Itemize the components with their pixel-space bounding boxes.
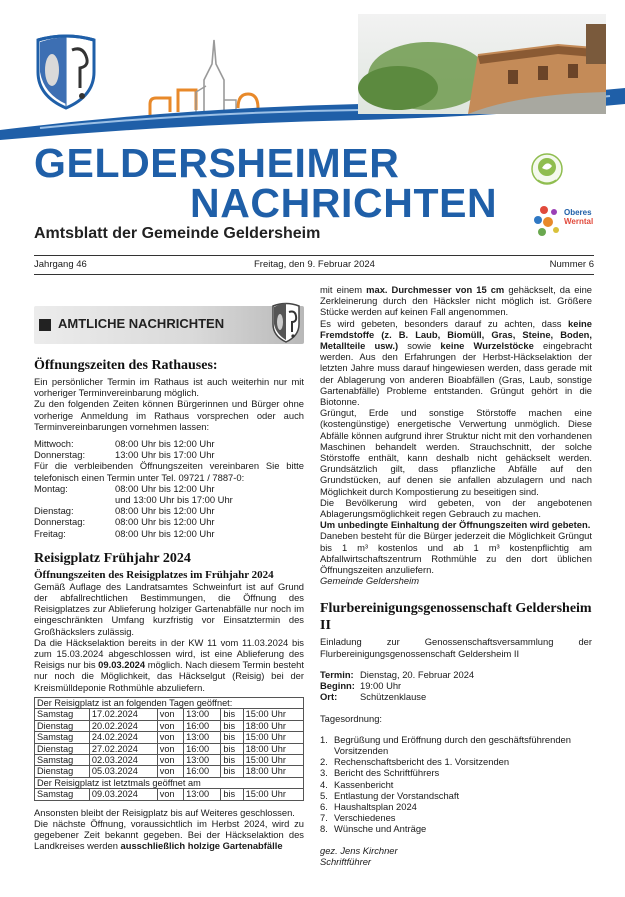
right-column <box>320 284 592 867</box>
rathaus-paragraph-2: Zu den folgenden Zeiten können Bürgerinnen und Bürger ohne vorherige Anmeldung im Rathaus vorsprechen oder auch Terminvereinbarungen vornehmen lassen: <box>34 398 304 432</box>
cell-von: von <box>157 720 183 731</box>
cell-day: Samstag <box>35 732 90 743</box>
cell-day: Dienstag <box>35 743 90 754</box>
hours-row <box>34 438 215 449</box>
right-p2-bold2: keine Wurzelstöcke <box>440 340 534 352</box>
hours-day: Dienstag: <box>34 505 74 517</box>
right-p2-mid: sowie <box>398 340 441 352</box>
rathaus-hours-appointment <box>34 483 233 539</box>
right-paragraph-3: Grüngut, Erde und sonstige Störstoffe machen eine (kostengünstige) energetische Verwertung unmöglich. Diese Abfälle können aufgrund ihrer Struktur nicht mit den vorhandenen Maschinen behandelt werden. Strauchschnitt, der solche Störstoffe enthält, kann deshalb nicht gehäckselt werden. Grundsätzlich gilt, dass pflanzliche Abfälle auf den Grundstücken, auf denen sie anfallen abzulagern und nach Möglichkeit durch Kompostierung zu beseitigen sind. <box>320 407 592 497</box>
hours-day <box>34 494 115 505</box>
reisig-p4-start: Die nächste Öffnung, voraussichtlich im Herbst 2024, wird zu gegebener Zeit bekannt gegeben. Bei der Häckselaktion des Landkreises werden <box>34 817 304 852</box>
list-item <box>320 801 592 812</box>
agenda-number: 6. <box>320 800 328 812</box>
cell-von: von <box>157 766 183 777</box>
cell-von: von <box>157 754 183 765</box>
cell-bis: bis <box>221 732 243 743</box>
issue-info-bar <box>34 255 594 275</box>
masthead-subtitle: Amtsblatt der Gemeinde Geldersheim <box>34 225 321 242</box>
reisig-subheading: Öffnungszeiten des Reisigplatzes im Frühjahr 2024 <box>34 568 274 581</box>
cell-von: von <box>157 743 183 754</box>
agenda-number: 8. <box>320 823 328 835</box>
agenda-text: Wünsche und Anträge <box>334 823 427 835</box>
table-row <box>35 720 304 731</box>
agenda-text: Bericht des Schriftführers <box>334 767 440 779</box>
rathaus-heading: Öffnungszeiten des Rathauses: <box>34 358 218 373</box>
agenda-text: Begrüßung und Eröffnung durch den geschäftsführenden Vorsitzenden <box>334 733 571 756</box>
agenda-text: Verschiedenes <box>334 812 396 824</box>
masthead-photo <box>358 14 606 114</box>
right-p1-start: mit einem <box>320 284 367 295</box>
table-header-row <box>35 697 304 708</box>
cell-bis: bis <box>221 766 243 777</box>
table-header-last-day: Der Reisigplatz ist letztmals geöffnet am <box>35 777 304 788</box>
issue-volume: Jahrgang 46 <box>34 259 87 270</box>
rathaus-hours-open <box>34 438 215 460</box>
table-header-row <box>35 777 304 788</box>
right-paragraph-4: Die Bevölkerung wird gebeten, von der angebotenen Ablagerungsmöglichkeit regen Gebrauch zu machen. <box>320 496 592 520</box>
werntal-logo-text1: Oberes <box>564 208 592 217</box>
list-item <box>320 767 592 778</box>
section-banner-label: AMTLICHE NACHRICHTEN <box>58 316 225 331</box>
table-row <box>35 766 304 777</box>
hours-time: 08:00 Uhr bis 12:00 Uhr <box>115 438 215 450</box>
hours-time: und 13:00 Uhr bis 17:00 Uhr <box>115 494 233 506</box>
agenda-text: Kassenbericht <box>334 778 394 790</box>
agenda-text: Haushaltsplan 2024 <box>334 800 417 812</box>
cell-end: 18:00 Uhr <box>243 720 303 731</box>
masthead-title-line2: NACHRICHTEN <box>190 180 498 226</box>
cell-start: 13:00 <box>184 709 221 720</box>
cell-start: 13:00 <box>184 754 221 765</box>
reisig-heading: Reisigplatz Frühjahr 2024 <box>34 550 191 566</box>
agenda-text: Entlastung der Vorstandschaft <box>334 789 460 801</box>
right-p1-end: gehäckselt, da eine Zerkleinerung durch den Häcksler nicht möglich ist. Größere Stücke werden auf keinen Fall angenommen. <box>320 284 593 318</box>
hours-day: Mittwoch: <box>34 438 74 450</box>
flur-heading: Flurbereinigungsgenossenschaft Geldersheim II <box>320 601 592 634</box>
issue-number: Nummer 6 <box>549 259 594 270</box>
issue-date: Freitag, den 9. Februar 2024 <box>254 259 375 270</box>
hours-time: 13:00 Uhr bis 17:00 Uhr <box>115 449 215 461</box>
right-signature: Gemeinde Geldersheim <box>320 575 420 587</box>
cell-day: Samstag <box>35 789 90 800</box>
cell-start: 13:00 <box>184 789 221 800</box>
flur-signature-role: Schriftführer <box>320 855 372 867</box>
hours-day: Freitag: <box>34 527 66 539</box>
nature-badge-icon <box>530 152 564 188</box>
table-row <box>35 743 304 754</box>
reisig-p2-end: möglich. Nach diesem Termin besteht nur noch die Möglichkeit, das Häckselgut (Reisig) bei der Kreismülldeponie Rothmühle abzuliefern. <box>34 659 304 693</box>
list-item <box>320 790 592 801</box>
flur-intro: Einladung zur Genossenschaftsversammlung der Flurbereinigungsgenossenschaft Geldersheim II <box>320 636 592 659</box>
reisig-p2-start: Da die Häckselaktion bereits in der KW 11 vom 11.03.2024 bis zum 15.03.2024 abgeschlossen wird, ist eine Ablieferung des Reisigs nur bis <box>34 636 304 671</box>
hours-time: 08:00 Uhr bis 12:00 Uhr <box>115 505 215 517</box>
reisig-paragraph-4 <box>34 818 304 852</box>
hours-row <box>34 449 215 460</box>
hours-time: 08:00 Uhr bis 12:00 Uhr <box>115 516 215 528</box>
reisig-paragraph-2 <box>34 637 304 693</box>
reisig-paragraph-3: Ansonsten bleibt der Reisigplatz bis auf Weiteres geschlossen. <box>34 806 295 818</box>
agenda-number: 1. <box>320 733 328 745</box>
cell-date: 20.02.2024 <box>89 720 157 731</box>
section-banner <box>34 294 304 354</box>
agenda-number: 2. <box>320 756 328 768</box>
reisig-paragraph-1: Gemäß Auflage des Landratsamtes Schweinfurt ist auf Grund der abfallrechtlichen Bestimmungen, die Öffnung des Reisigplatzes zur Ablieferung holziger Gartenabfälle nur noch im eingeschränkten Umfang kurzfristig vor Einsatztermin des Großhäckslers zulässig. <box>34 580 304 637</box>
flur-meta-row <box>320 669 592 680</box>
cell-day: Samstag <box>35 709 90 720</box>
cell-end: 15:00 Uhr <box>243 789 303 800</box>
cell-bis: bis <box>221 743 243 754</box>
cell-date: 05.03.2024 <box>89 766 157 777</box>
flur-meta-key: Ort: <box>320 691 338 703</box>
table-header-open-days: Der Reisigplatz ist an folgenden Tagen geöffnet: <box>35 697 304 708</box>
section-crest-icon <box>270 300 302 344</box>
list-item <box>320 779 592 790</box>
flur-agenda-list <box>320 734 592 835</box>
hours-time: 08:00 Uhr bis 12:00 Uhr <box>115 482 215 494</box>
flur-agenda-label: Tagesordnung: <box>320 712 383 724</box>
agenda-number: 7. <box>320 812 328 824</box>
right-paragraph-6: Daneben besteht für die Bürger jederzeit die Möglichkeit Grüngut bis 1 m³ kostenlos und ab 1 m³ kostenpflichtig am Abfallwirtschaftszentrum Rothmühle zu den dort üblichen Öffnungszeiten anzuliefern. <box>320 530 592 576</box>
hours-row <box>34 494 233 505</box>
reisig-p4-bold: ausschließlich holzige Gartenabfälle <box>120 840 283 852</box>
flur-meta-row <box>320 691 592 702</box>
masthead-title-line1: GELDERSHEIMER <box>34 140 400 186</box>
right-p1-bold: max. Durchmesser von 15 cm <box>366 284 505 295</box>
cell-von: von <box>157 732 183 743</box>
cell-von: von <box>157 789 183 800</box>
cell-day: Dienstag <box>35 766 90 777</box>
cell-end: 15:00 Uhr <box>243 709 303 720</box>
cell-start: 13:00 <box>184 732 221 743</box>
left-column <box>34 284 304 851</box>
cell-date: 02.03.2024 <box>89 754 157 765</box>
right-paragraph-2 <box>320 318 592 408</box>
reisig-deadline: 09.03.2024 <box>98 659 146 671</box>
cell-date: 17.02.2024 <box>89 709 157 720</box>
cell-bis: bis <box>221 789 243 800</box>
cell-date: 24.02.2024 <box>89 732 157 743</box>
flur-signature-name: gez. Jens Kirchner <box>320 844 398 856</box>
agenda-number: 4. <box>320 778 328 790</box>
hours-day: Montag: <box>34 482 68 494</box>
hours-time: 08:00 Uhr bis 12:00 Uhr <box>115 527 215 539</box>
agenda-number: 3. <box>320 767 328 779</box>
right-p2-start: Es wird gebeten, besonders darauf zu achten, dass <box>320 317 569 329</box>
coat-of-arms-icon <box>32 30 100 110</box>
right-p2-end: eingebracht werden. Aus den Erfahrungen der Herbst-Häckselaktion der letzten Jahre muss darauf hingewiesen werden, dass gerade mit der Ablagerung von anderen Bioabfällen (Gras, Laub, sonstige Gartenabfälle) Probleme entstanden. Grüngut gehört in die Biotonne. <box>320 340 592 408</box>
right-paragraph-1 <box>320 284 592 318</box>
cell-bis: bis <box>221 720 243 731</box>
table-row <box>35 754 304 765</box>
right-paragraph-5: Um unbedingte Einhaltung der Öffnungszeiten wird gebeten. <box>320 519 591 531</box>
flur-meta-value: 19:00 Uhr <box>360 680 402 692</box>
list-item <box>320 812 592 823</box>
cell-date: 09.03.2024 <box>89 789 157 800</box>
cell-start: 16:00 <box>184 720 221 731</box>
flur-meta-key: Beginn: <box>320 680 355 692</box>
flur-meta-row <box>320 680 592 691</box>
list-item <box>320 756 592 767</box>
list-item <box>320 734 592 756</box>
hours-row <box>34 528 233 539</box>
hours-row <box>34 516 233 527</box>
reisig-dates-table <box>34 697 304 801</box>
rathaus-paragraph-1: Ein persönlicher Termin im Rathaus ist auch weiterhin nur mit vorheriger Terminvereinbarung möglich. <box>34 376 304 399</box>
cell-day: Samstag <box>35 754 90 765</box>
agenda-number: 5. <box>320 789 328 801</box>
cell-end: 15:00 Uhr <box>243 754 303 765</box>
cell-start: 16:00 <box>184 743 221 754</box>
masthead <box>0 0 625 140</box>
section-banner-square-icon <box>39 319 51 331</box>
agenda-text: Rechenschaftsbericht des 1. Vorsitzenden <box>334 756 510 768</box>
cell-bis: bis <box>221 709 243 720</box>
hours-day: Donnerstag: <box>34 516 86 528</box>
cell-start: 16:00 <box>184 766 221 777</box>
cell-date: 27.02.2024 <box>89 743 157 754</box>
werntal-logo <box>530 198 610 242</box>
flur-meta-key: Termin: <box>320 668 354 680</box>
cell-end: 15:00 Uhr <box>243 732 303 743</box>
cell-end: 18:00 Uhr <box>243 766 303 777</box>
table-row <box>35 732 304 743</box>
hours-day: Donnerstag: <box>34 449 86 461</box>
cell-end: 18:00 Uhr <box>243 743 303 754</box>
table-row <box>35 709 304 720</box>
flur-meta <box>320 669 592 703</box>
flur-meta-value: Schützenklause <box>360 691 427 703</box>
hours-row <box>34 505 233 516</box>
table-row <box>35 789 304 800</box>
werntal-logo-text2: Werntal <box>564 217 594 226</box>
cell-day: Dienstag <box>35 720 90 731</box>
list-item <box>320 823 592 834</box>
rathaus-paragraph-3: Für die verbleibenden Öffnungszeiten vereinbaren Sie bitte telefonisch einen Termin unter Tel. 09721 / 7887-0: <box>34 460 304 483</box>
cell-bis: bis <box>221 754 243 765</box>
right-p2-bold1: keine Fremdstoffe (z. B. Laub, Biomüll, Gras, Steine, Boden, Metallteile usw.) <box>320 317 592 352</box>
hours-row <box>34 483 233 494</box>
flur-meta-value: Dienstag, 20. Februar 2024 <box>360 668 475 680</box>
cell-von: von <box>157 709 183 720</box>
